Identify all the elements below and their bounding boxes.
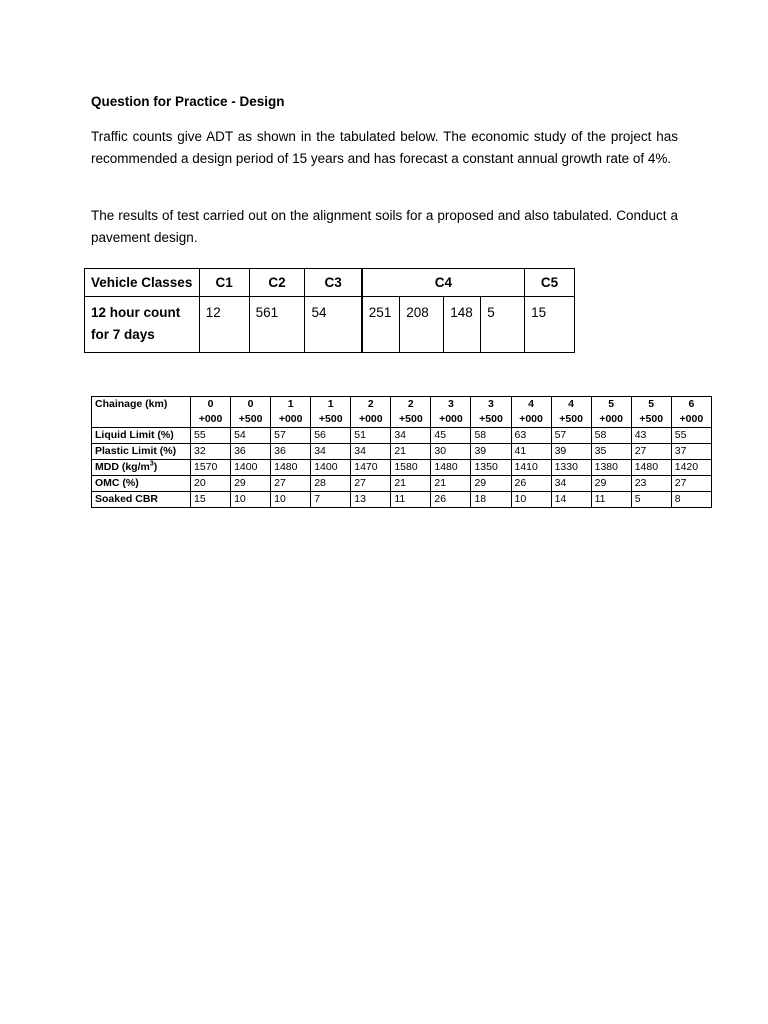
chainage-km: 2 bbox=[407, 398, 414, 410]
table-cell: 10 bbox=[511, 492, 551, 508]
table-cell: 28 bbox=[311, 476, 351, 492]
table-cell: 13 bbox=[351, 492, 391, 508]
chainage-cell bbox=[231, 397, 271, 428]
soil-test-table bbox=[91, 396, 712, 508]
table-cell: 26 bbox=[431, 492, 471, 508]
chainage-m: +500 bbox=[479, 413, 503, 425]
table-cell: 34 bbox=[551, 476, 591, 492]
chainage-cell bbox=[471, 397, 511, 428]
table-cell: 27 bbox=[631, 444, 671, 460]
chainage-km: 4 bbox=[568, 398, 575, 410]
table-cell: 1480 bbox=[431, 460, 471, 476]
chainage-cell bbox=[311, 397, 351, 428]
table-cell: 55 bbox=[671, 428, 711, 444]
table-cell: 8 bbox=[671, 492, 711, 508]
table-cell: 34 bbox=[391, 428, 431, 444]
chainage-km: 0 bbox=[207, 398, 214, 410]
chainage-m: +000 bbox=[679, 413, 704, 425]
table-row bbox=[92, 476, 712, 492]
count-c4-b: 208 bbox=[400, 297, 444, 353]
table-cell: 41 bbox=[511, 444, 551, 460]
table-cell: 1400 bbox=[231, 460, 271, 476]
table-cell: 21 bbox=[391, 476, 431, 492]
traffic-header-row bbox=[85, 269, 575, 297]
row-label-text: Liquid Limit (%) bbox=[95, 429, 174, 441]
chainage-cell bbox=[351, 397, 391, 428]
row-label bbox=[92, 444, 191, 460]
table-cell: 26 bbox=[511, 476, 551, 492]
table-cell: 36 bbox=[271, 444, 311, 460]
table-cell: 57 bbox=[271, 428, 311, 444]
table-cell: 1570 bbox=[191, 460, 231, 476]
chainage-m: +500 bbox=[399, 413, 423, 425]
class-c4-header: C4 bbox=[362, 269, 525, 297]
table-cell: 10 bbox=[271, 492, 311, 508]
table-cell: 10 bbox=[231, 492, 271, 508]
chainage-cell bbox=[431, 397, 471, 428]
count-c4-c: 148 bbox=[444, 297, 481, 353]
chainage-km: 5 bbox=[608, 398, 615, 410]
class-c2-header: C2 bbox=[249, 269, 305, 297]
table-cell: 58 bbox=[591, 428, 631, 444]
table-cell: 27 bbox=[351, 476, 391, 492]
table-cell: 11 bbox=[591, 492, 631, 508]
chainage-km: 5 bbox=[648, 398, 655, 410]
table-cell: 1330 bbox=[551, 460, 591, 476]
table-cell: 18 bbox=[471, 492, 511, 508]
table-row bbox=[92, 492, 712, 508]
count-label-line1: 12 hour count bbox=[91, 305, 181, 320]
chainage-cell bbox=[591, 397, 631, 428]
table-cell: 29 bbox=[591, 476, 631, 492]
table-cell: 37 bbox=[671, 444, 711, 460]
count-c4-d: 5 bbox=[481, 297, 525, 353]
count-c4-a: 251 bbox=[362, 297, 400, 353]
chainage-km: 1 bbox=[327, 398, 334, 410]
table-cell: 5 bbox=[631, 492, 671, 508]
table-cell: 56 bbox=[311, 428, 351, 444]
row-label bbox=[92, 492, 191, 508]
chainage-cell bbox=[511, 397, 551, 428]
table-cell: 63 bbox=[511, 428, 551, 444]
chainage-m: +500 bbox=[559, 413, 583, 425]
row-label-text: Soaked CBR bbox=[95, 493, 159, 505]
question-heading: Question for Practice - Design bbox=[91, 94, 285, 109]
table-cell: 23 bbox=[631, 476, 671, 492]
soil-paragraph: The results of test carried out on the alignment soils for a proposed and also tabulated. Conduct a pavement design. bbox=[91, 208, 678, 245]
table-cell: 54 bbox=[231, 428, 271, 444]
table-cell: 58 bbox=[471, 428, 511, 444]
table-cell: 34 bbox=[351, 444, 391, 460]
chainage-m: +000 bbox=[599, 413, 623, 425]
table-cell: 29 bbox=[471, 476, 511, 492]
class-c5-header: C5 bbox=[525, 269, 575, 297]
table-cell: 51 bbox=[351, 428, 391, 444]
count-c1: 12 bbox=[199, 297, 249, 353]
table-cell: 1480 bbox=[271, 460, 311, 476]
table-cell: 43 bbox=[631, 428, 671, 444]
table-cell: 1470 bbox=[351, 460, 391, 476]
count-label-line2: for 7 days bbox=[91, 327, 155, 342]
row-label-text: Plastic Limit (%) bbox=[95, 445, 177, 457]
table-cell: 27 bbox=[671, 476, 711, 492]
traffic-count-row bbox=[85, 297, 575, 353]
table-cell: 1400 bbox=[311, 460, 351, 476]
chainage-cell bbox=[191, 397, 231, 428]
table-cell: 14 bbox=[551, 492, 591, 508]
row-label bbox=[92, 476, 191, 492]
chainage-km: 3 bbox=[488, 398, 494, 410]
table-cell: 21 bbox=[391, 444, 431, 460]
table-row bbox=[92, 428, 712, 444]
table-cell: 21 bbox=[431, 476, 471, 492]
table-cell: 15 bbox=[191, 492, 231, 508]
chainage-m: +000 bbox=[198, 413, 223, 425]
chainage-km: 1 bbox=[287, 398, 294, 410]
table-cell: 1580 bbox=[391, 460, 431, 476]
row-label bbox=[92, 428, 191, 444]
count-c2: 561 bbox=[249, 297, 305, 353]
table-cell: 1480 bbox=[631, 460, 671, 476]
row-label bbox=[92, 460, 191, 476]
chainage-cell bbox=[631, 397, 671, 428]
table-cell: 20 bbox=[191, 476, 231, 492]
chainage-cell bbox=[671, 397, 711, 428]
chainage-km: 4 bbox=[528, 398, 534, 410]
class-c1-header: C1 bbox=[199, 269, 249, 297]
chainage-cell bbox=[391, 397, 431, 428]
chainage-km: 3 bbox=[447, 398, 454, 410]
chainage-m: +000 bbox=[519, 413, 543, 425]
chainage-cell bbox=[551, 397, 591, 428]
chainage-km: 0 bbox=[247, 398, 254, 410]
table-cell: 57 bbox=[551, 428, 591, 444]
table-row bbox=[92, 444, 712, 460]
table-cell: 39 bbox=[471, 444, 511, 460]
chainage-m: +500 bbox=[639, 413, 664, 425]
row-label-sup: 3 bbox=[149, 460, 154, 468]
chainage-km: 2 bbox=[367, 398, 374, 410]
traffic-count-table bbox=[84, 268, 575, 353]
table-cell: 11 bbox=[391, 492, 431, 508]
class-c3-header: C3 bbox=[305, 269, 362, 297]
row-label-text: OMC (%) bbox=[95, 477, 139, 489]
table-cell: 32 bbox=[191, 444, 231, 460]
chainage-m: +500 bbox=[318, 413, 343, 425]
table-cell: 7 bbox=[311, 492, 351, 508]
count-c3: 54 bbox=[305, 297, 362, 353]
chainage-m: +000 bbox=[278, 413, 303, 425]
chainage-cell bbox=[271, 397, 311, 428]
table-cell: 34 bbox=[311, 444, 351, 460]
table-cell: 1410 bbox=[511, 460, 551, 476]
table-cell: 27 bbox=[271, 476, 311, 492]
table-cell: 39 bbox=[551, 444, 591, 460]
table-cell: 29 bbox=[231, 476, 271, 492]
table-cell: 35 bbox=[591, 444, 631, 460]
table-cell: 30 bbox=[431, 444, 471, 460]
chainage-header-row bbox=[92, 397, 712, 428]
chainage-m: +000 bbox=[439, 413, 463, 425]
table-cell: 1350 bbox=[471, 460, 511, 476]
table-cell: 36 bbox=[231, 444, 271, 460]
count-label bbox=[85, 297, 200, 353]
chainage-m: +500 bbox=[238, 413, 263, 425]
vehicle-classes-label: Vehicle Classes bbox=[85, 269, 200, 297]
row-label-end: ) bbox=[153, 461, 158, 473]
table-cell: 45 bbox=[431, 428, 471, 444]
chainage-m: +000 bbox=[358, 413, 383, 425]
chainage-label: Chainage (km) bbox=[92, 397, 191, 428]
row-label-text: MDD (kg/m bbox=[95, 461, 150, 473]
traffic-paragraph: Traffic counts give ADT as shown in the tabulated below. The economic study of the project has recommended a design period of 15 years and has forecast a constant annual growth rate of 4%. bbox=[91, 129, 678, 166]
table-cell: 1420 bbox=[671, 460, 711, 476]
chainage-km: 6 bbox=[688, 398, 695, 410]
count-c5: 15 bbox=[525, 297, 575, 353]
table-cell: 1380 bbox=[591, 460, 631, 476]
table-row bbox=[92, 460, 712, 476]
table-cell: 55 bbox=[191, 428, 231, 444]
